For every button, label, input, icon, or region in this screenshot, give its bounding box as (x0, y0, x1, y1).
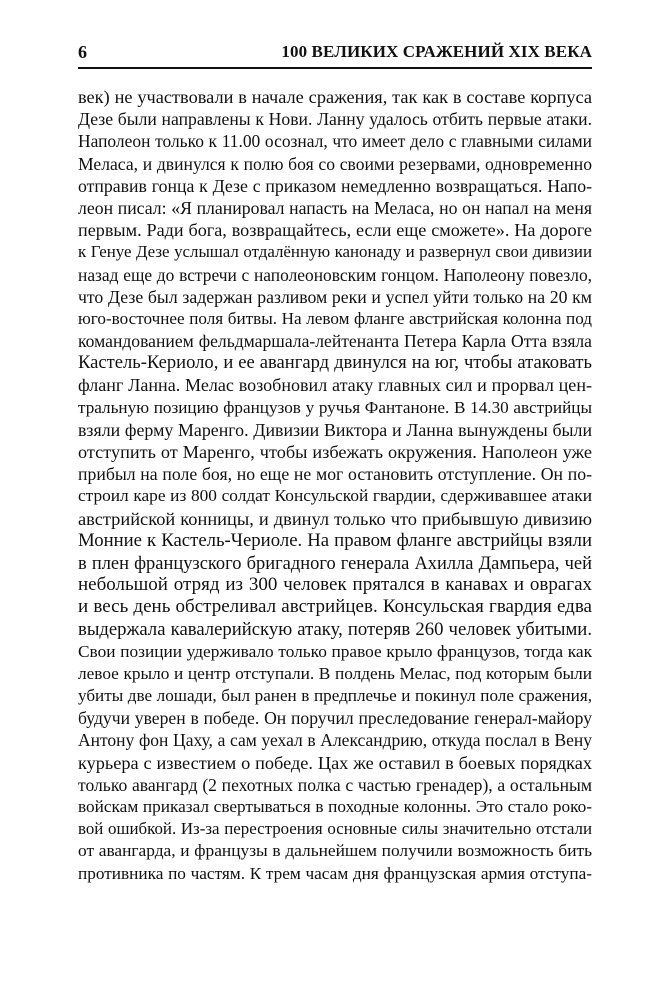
text-line: в плен французского бригадного генерала Ахилла Дампьера, чей (78, 552, 592, 573)
text-line: от авангарда, и французы в дальнейшем получили возможность бить (78, 841, 592, 861)
running-title: 100 ВЕЛИКИХ СРАЖЕНИЙ XIX ВЕКА (281, 42, 592, 61)
body-text (78, 86, 592, 885)
text-line: что Дезе был задержан разливом реки и успел уйти только на 20 км (78, 286, 592, 307)
text-line: вой ошибкой. Из-за перестроения основные силы значительно отстали (78, 819, 592, 839)
text-line: век) не участвовали в начале сражения, так как в составе корпуса (78, 87, 592, 107)
text-line: небольшой отряд из 300 человек прятался в канавах и оврагах (78, 574, 592, 596)
text-line: к Генуе Дезе услышал отдалённую канонаду и развернул свои дивизии (78, 242, 592, 262)
text-line: курьера с известием о победе. Цах же оставил в боевых порядках (78, 752, 592, 773)
text-line: отступить от Маренго, чтобы избежать окружения. Наполеон уже (78, 442, 592, 462)
text-line: тральную позицию французов у ручья Фантаноне. В 14.30 австрийцы (78, 397, 592, 417)
text-line: строил каре из 800 солдат Консульской гвардии, сдерживавшее атаки (78, 486, 592, 506)
text-line: войскам приказал свертываться в походные колонны. Это стало роко- (78, 797, 592, 816)
text-line: Дезе были направлены к Нови. Ланну удалось отбить первые атаки. (78, 109, 592, 130)
text-line: отправив гонца к Дезе с приказом немедленно возвращаться. Напо- (78, 175, 592, 196)
text-line: убиты две лошади, был ранен в предплечье и покинул поле сражения, (78, 686, 592, 706)
text-line: левое крыло и центр отступали. В полдень Мелас, под которым были (78, 663, 592, 683)
text-line: командованием фельдмаршала-лейтенанта Петера Карла Отта взяла (78, 331, 592, 352)
text-line: назад еще до встречи с наполеоновским гонцом. Наполеону повезло, (78, 264, 592, 285)
text-line: Монние к Кастель-Чериоле. На правом фланге австрийцы взяли (78, 529, 592, 551)
text-line: и весь день обстреливал австрийцев. Консульская гвардия едва (78, 596, 592, 618)
page-number: 6 (78, 42, 87, 62)
text-line: будучи уверен в победе. Он поручил преследование генерал-майору (78, 708, 592, 729)
text-line: первым. Ради бога, возвращайтесь, если еще сможете». На дороге (78, 220, 592, 241)
text-line: выдержала кавалерийскую атаку, потеряв 260 человек убитыми. (78, 618, 592, 640)
text-line: австрийской конницы, и двинул только что прибывшую дивизию (78, 508, 592, 529)
text-line: Антону фон Цаху, а сам уехал в Александрию, откуда послал в Вену (78, 730, 592, 751)
text-line: леон писал: «Я планировал напасть на Меласа, но он напал на меня (78, 197, 592, 218)
page-header (78, 40, 592, 64)
text-line: фланг Ланна. Мелас возобновил атаку главных сил и прорвал цен- (78, 375, 592, 396)
text-line: Кастель-Кериоло, и ее авангард двинулся на юг, чтобы атаковать (78, 352, 592, 374)
text-line: Меласа, и двинулся к полю боя со своими резервами, одновременно (78, 153, 592, 174)
text-line: противника по частям. К трем часам дня французская армия отступа- (78, 863, 592, 883)
text-line: только авангард (2 пехотных полка с частью гренадер), а остальным (78, 774, 592, 795)
text-line: юго-восточнее поля битвы. На левом фланге австрийская колонна под (78, 308, 592, 328)
text-line: взяли ферму Маренго. Дивизии Виктора и Ланна вынуждены были (78, 419, 592, 440)
text-line: Свои позиции удерживало только правое крыло французов, тогда как (78, 641, 592, 661)
text-line: Наполеон только к 11.00 осознал, что имеет дело с главными силами (78, 131, 592, 152)
header-rule (78, 67, 592, 69)
text-line: прибыл на поле боя, но еще не мог остановить отступление. Он по- (78, 464, 592, 485)
